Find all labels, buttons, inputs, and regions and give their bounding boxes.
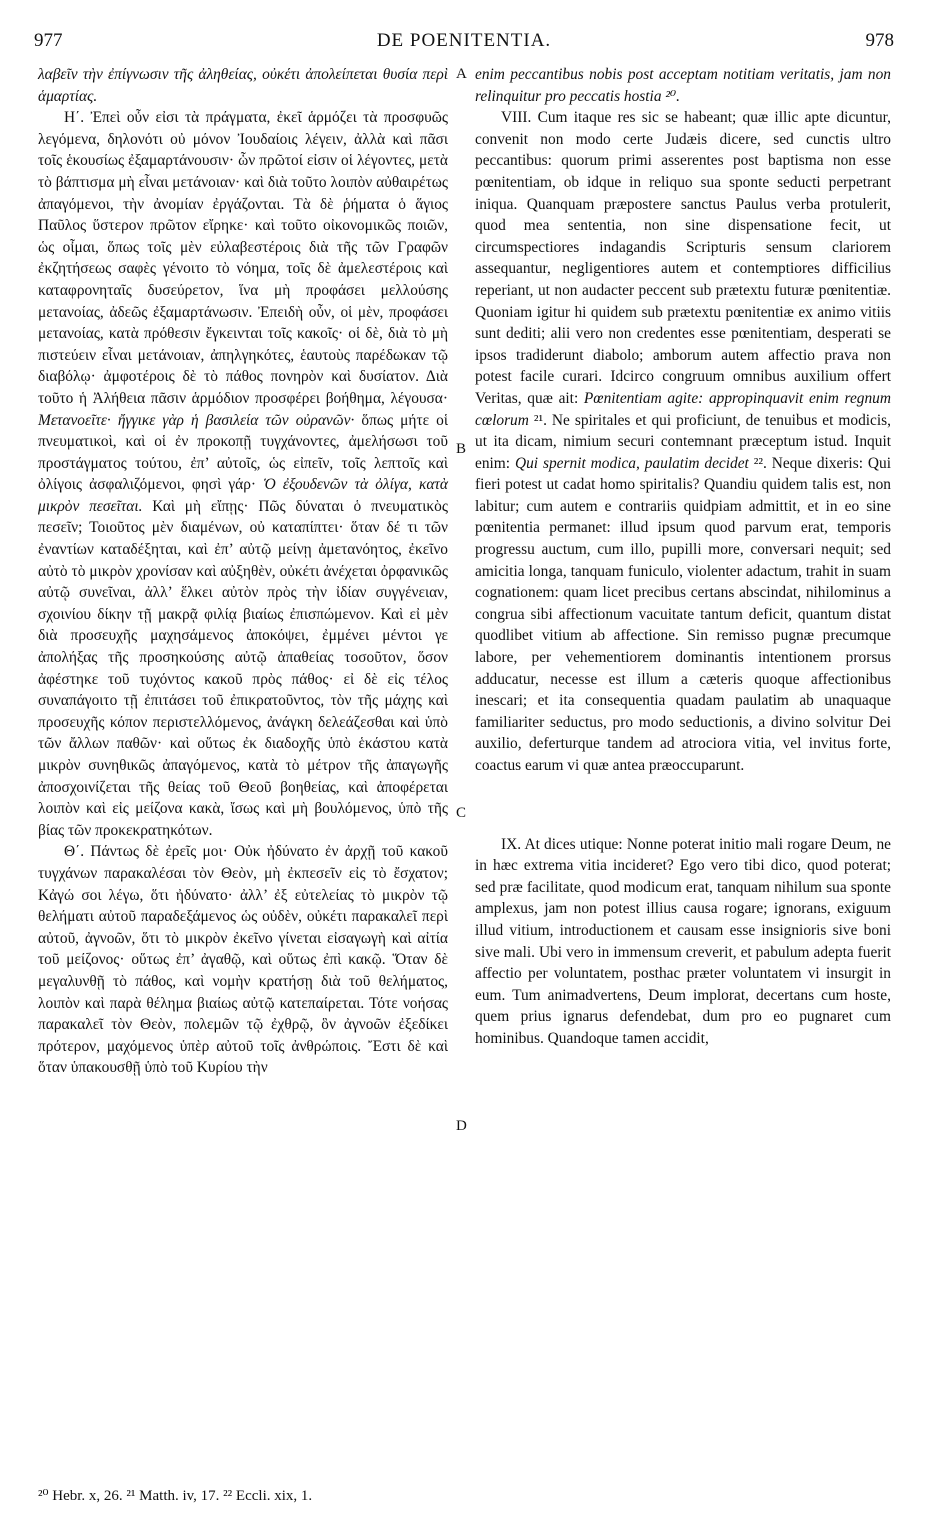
greek-section-8 <box>38 107 448 841</box>
latin-section-9 <box>475 834 891 1050</box>
latin-column <box>475 64 891 1050</box>
greek-quote-ecclesiasticus: Ὁ ἐξουδενῶν τὰ ὀλίγα, κατὰ μικρὸν πεσεῖται. <box>38 476 449 515</box>
column-gap <box>475 777 891 834</box>
running-header <box>34 30 894 58</box>
latin-section-8-text: VIII. Cum itaque res sic se habeant; quæ illic apte dicuntur, convenit non modo certe Judæis dicere, sed cunctis ultro peccantibus: quorum primi asserentes post baptisma non esse pœnitentiam, ob idque in reliquo sua sponte seducti perpetrant iniqua. Quanquam præpostere sanctus Paulus verba protulerit, quod mea sententia, non sine dispensatione fecit, ut circumspectiores indagandis Scripturis sensum clariorem assequantur, negligentiores autem et contemptiores difficilius reperiant, ut non audacter peccent sub prætextu futuræ pœnitentiæ. Quoniam igitur hi quidem sub prætextu pœnitentiæ ex animo vitiis sunt dediti; alii vero non credentes esse pœnitentiam, desperati se ipsos tradiderunt diabolo; amborum autem affectio prava non potest facile curari. Idcirco congruum omnibus auxilium offert Veritas, quæ ait: <box>475 109 891 407</box>
latin-section-9-text: IX. At dices utique: Nonne poterat initio mali rogare Deum, ne in hæc extrema vitia incideret? Ego vero tibi dico, quod poterat; sed præ facilitate, quod modicum erat, tanquam nihilum sua sponte amplexus, jam non potest illius causa rogare; ignorans, exiguum illud vitium, introductionem et causam esse insignioris sive boni sive mali. Ubi vero in immensum creverit, et pabulum adepta fuerit affectio per voluntatem, posthac præter voluntatem vi insurgit in eum. Tum animadvertens, Deum implorat, decertans cum hoste, quem prius ignarus defendebat, dum pro eo pugnaret cum hominibus. Quandoque tamen accidit, <box>475 835 891 1047</box>
latin-quote-matthew: Pœnitentiam agite: appropinquavit enim regnum cœlorum <box>475 389 891 429</box>
greek-continuation-text: λαβεῖν τὴν ἐπίγνωσιν τῆς ἀληθείας, οὐκέτι ἀπολείπεται θυσία περὶ ἁμαρτίας. <box>38 66 448 105</box>
footnotes: ²⁰ Hebr. x, 26. ²¹ Matth. iv, 17. ²² Eccli. xix, 1. <box>38 1488 313 1504</box>
latin-section-8-text-c: Neque dixeris: Qui fieri potest ut cadat homo spiritalis? Quandiu quidem talis est, non labitur; cum autem e contrariis quidpiam admittit, et in eo sine pœnitentia permanet: illud ipsum quod parvum erat, temporis progressu auctum, cum illo, pupilli more, conversari nequit; sed amicitia longa, tanquam funiculo, violenter adactum, trahit in suam cognationem: quam licet precibus certans abscindat, nihilominus a congrua sibi affectionum vacuitate tantum deficit, quantum distat quodlibet vitium ab affectione. Sin remisso pugnæ precumque labore, per vehementiorem dominantis intentionem prorsus adducatur, necesse est illum a cæteris quoque affectionibus inescari; et ita consequentia quadam paulatim ab unaquaque familiariter seductus, pro modo seductionis, a divino solvitur Dei auxilio, deferturque tandem ad atrociora vitia, vel invitus forte, coactus earum vi quæ antea præoccuparunt. <box>475 454 891 774</box>
right-page-number: 978 <box>865 30 894 51</box>
greek-section-8-text-c: Καὶ μὴ εἴπῃς· Πῶς δύναται ὁ πνευματικὸς πεσεῖν; Τοιοῦτος μὲν διαμένων, οὐ καταπίπτει· ὅταν δέ τι τῶν ἐναντίων καταδέξηται, καὶ ἐπ’ αὐτῷ μείνῃ ἀμετανόητος, ἐκεῖνο αὐτὸ τὸ μικρὸν χρονίσαν καὶ αὐξηθὲν, οὐκέτι ἀνέχεται ὀρφανικῶς αὐτῷ συνεῖναι, ἀλλ’ ἕλκει αὐτὸν πρὸς τὴν ἰδίαν συγγένειαν, σχοινίου δίκην τῇ μακρᾷ φιλίᾳ βιαίως ἐπισπώμενον. Καὶ εἰ μὲν διὰ προσευχῆς μαχησάμενος ἀποκόψει, ἐμμένει μέντοι γε ἀπολήξας τῆς προσηκούσης αὐτῷ ἀπαθείας τοσοῦτον, ὅσον ἀφέστηκε τοῦ τυχόντος κακοῦ πρὸς πάθος· εἰ δὲ εἰς τέλος συναπάγοιτο τῇ ἐπιτάσει τοῦ ἐπικρατοῦντος, τὸν τῆς μάχης καὶ προσευχῆς κόπον περιστελλόμενος, ἀνάγκη δελεάζεσθαι καὶ ὑπὸ τῶν ἄλλων παθῶν· καὶ οὕτως ἐκ διαδοχῆς ὑπὸ ἑκάστου κατὰ μικρὸν συνηθικῶς ἀπαγόμενος, κατὰ τὸ μέτρον τῆς ἀπαγωγῆς ἀποσχοινίζεται τῆς θείας τοῦ Θεοῦ βοηθείας, καὶ ἀποφέρεται λοιπὸν καὶ εἰς μείζονα κακὰ, ἴσως καὶ μὴ βουλόμενος, ὑπὸ τῆς βίας τῶν προκεκρατηκότων. <box>38 497 448 839</box>
left-page-number: 977 <box>34 30 63 51</box>
greek-section-8-text: Η΄. Ἐπεὶ οὖν εἰσι τὰ πράγματα, ἐκεῖ ἁρμόζει τὰ προσφυῶς λεγόμενα, δηλονότι οὐ μόνον Ἰουδαίοις λέγειν, ἀλλὰ καὶ πᾶσι τοῖς ἑκουσίως ἐξαμαρτάνουσιν· ὧν πρῶτοί εἰσιν οἱ λέγοντες, μετὰ τὸ βάπτισμα μὴ εἶναι μετάνοιαν· καὶ διὰ τοῦτο λοιπὸν αὐθαιρέτως ἀπαγόμενοι, τὴν ἀνομίαν ἐργάζονται. Τὰ δὲ ῥήματα ὁ ἅγιος Παῦλος ὕστερον πρῶτον εἴρηκε· καὶ τοῦτο οἰκονομικῶς ποιῶν, ὡς οἶμαι, ὅπως τοῖς μὲν εὐλαβεστέροις διὰ τῆς τῶν Γραφῶν ἐκζητήσεως σαφὲς γένοιτο τὸ νόημα, τοῖς δὲ ἀμελεστέροις καὶ καταφρονηταῖς δυσεύρετον, ἵνα μὴ προφάσει μελλούσης μετανοίας, ἀδεῶς ἐξαμαρτάνωσιν. Ἐπειδὴ οὖν, οἱ μὲν, προφάσει μετανοίας, κατὰ πρόθεσιν ἔγκεινται τοῖς κακοῖς· οἱ δὲ, διὰ τὸ μὴ πιστεύειν εἶναι μετάνοιαν, ἀπηλγηκότες, ἑαυτοὺς παρέδωκαν τῷ διαβόλῳ· ἀμφοτέροις δὲ τὸ πάθος πονηρὸν καὶ δυσίατον. Διὰ τοῦτο ἡ Ἀλήθεια πᾶσιν ἁρμόδιον προσφέρει βοήθημα, λέγουσα· <box>38 109 448 407</box>
greek-quote-matthew: Μετανοεῖτε· ἤγγικε γὰρ ἡ βασιλεία τῶν οὐρανῶν· <box>38 411 355 429</box>
latin-continuation-text: enim peccantibus nobis post acceptam notitiam veritatis, jam non relinquitur pro peccatis hostia ²⁰. <box>475 66 891 105</box>
greek-column <box>38 64 448 1079</box>
margin-marker-b: B <box>456 441 467 457</box>
greek-section-9 <box>38 841 448 1079</box>
page-title: DE POENITENTIA. <box>376 30 552 51</box>
footnote-ref-22: ²². <box>748 454 767 472</box>
margin-marker-a: A <box>456 66 467 82</box>
greek-section-8-text-b: ὅπως μήτε οἱ πνευματικοὶ, καὶ οἱ ἐν προκοπῇ τυγχάνοντες, ἀμελήσωσι τοῦ προστάγματος τούτου, ἐπ’ αὐτοῖς, ὡς εἰπεῖν, τοῖς λεπτοῖς καὶ ὀλίγοις ἀσφαλιζόμενοι, φησὶ γάρ· <box>38 411 448 494</box>
margin-marker-d: D <box>456 1118 467 1134</box>
latin-quote-ecclesiasticus: Qui spernit modica, paulatim decidet <box>514 454 749 472</box>
greek-section-9-text: Θ΄. Πάντως δὲ ἐρεῖς μοι· Οὐκ ἠδύνατο ἐν ἀρχῇ τοῦ κακοῦ τυγχάνων παρακαλέσαι τὸν Θεὸν, μὴ ἐκπεσεῖν εἰς τὸ ἔσχατον; Κἀγώ σοι λέγω, ὅτι ἠδύνατο· ἀλλ’ ἐξ εὐτελείας τὸ μικρὸν τῷ θελήματι αὐτοῦ παραδεξάμενος ὡς οὐδὲν, οὐκέτι παρακαλεῖ περὶ αὐτοῦ, ἀγνοῶν, ὅτι τὸ μικρὸν ἐκεῖνο γίνεται εἰσαγωγὴ καὶ αἰτία τοῦ μείζονος· οὕτως ἐπ’ ἀγαθῷ, καὶ οὕτως ἐπὶ κακῷ. Ὅταν δὲ μεγαλυνθῇ τὸ πάθος, καὶ νομὴν κρατήσῃ διὰ τοῦ θελήματος, λοιπὸν καὶ παρὰ θέλημα βιαίως αὐτῷ κατεπαίρεται. Τότε νοήσας παρακαλεῖ τὸν Θεὸν, πολεμῶν τῷ ἐχθρῷ, ὃν ἀγνοῶν ἐξεδίκει πρότερον, μαχόμενος ὑπὲρ αὐτοῦ τοῖς ἀνθρώποις. Ἔστι δὲ καὶ ὅταν ὑπακουσθῇ ὑπὸ τοῦ Κυρίου τὴν <box>38 843 448 1077</box>
latin-section-8-text-b: Ne spiritales et qui proficiunt, de tenuibus et modicis, ut ita dicam, nimium securi contemnant præceptum istud. Inquit enim: <box>475 411 891 472</box>
greek-continuation <box>38 64 448 107</box>
latin-section-8 <box>475 107 891 776</box>
footnote-ref-21: ²¹. <box>528 411 547 429</box>
latin-continuation <box>475 64 891 107</box>
margin-marker-c: C <box>456 805 467 821</box>
